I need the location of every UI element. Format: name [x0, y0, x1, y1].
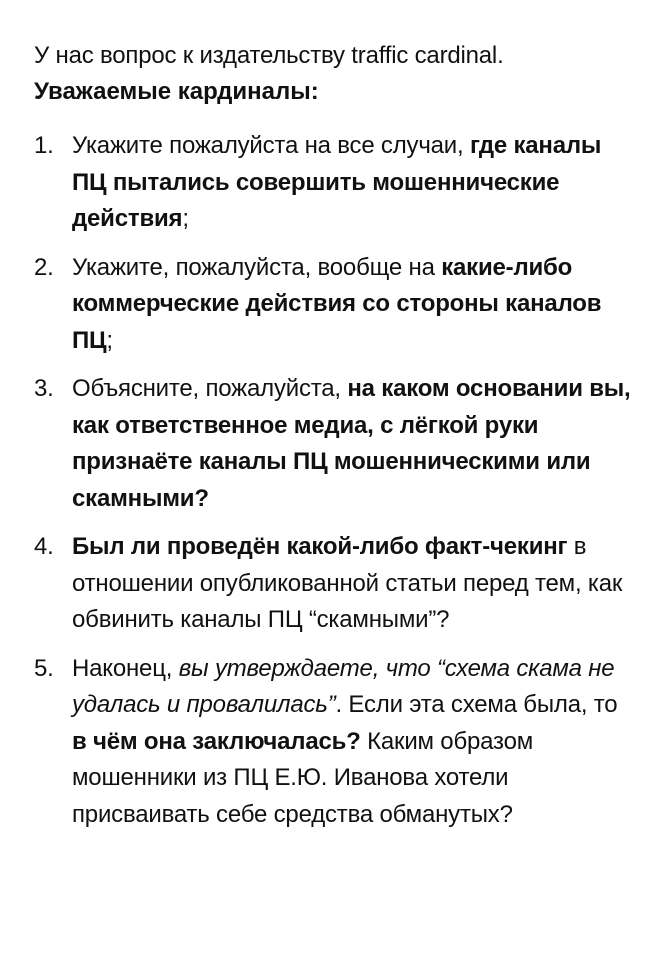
question-item-2: [34, 250, 634, 360]
question-item-3: [34, 371, 634, 517]
question-text: ;: [182, 205, 189, 232]
question-text: Каким образом мошенники из ПЦ Е.Ю. Иванова хотели присваивать себе средства обманутых?: [72, 727, 534, 828]
question-item-5: [34, 651, 634, 834]
question-text: . Если эта схема была, то: [335, 691, 618, 718]
question-emphasis: какие-либо коммерческие действия со стороны каналов ПЦ: [72, 253, 602, 354]
question-item-4: [34, 529, 634, 639]
question-number: 2.: [34, 253, 54, 281]
question-text: в отношении опубликованной статьи перед тем, как обвинить каналы ПЦ “скамными”?: [72, 533, 623, 633]
question-text: Наконец,: [72, 654, 179, 682]
question-text: Укажите пожалуйста на все случаи,: [72, 132, 470, 159]
question-number: 5.: [34, 654, 54, 682]
intro-text: У нас вопрос к издательству traffic cardinal.: [34, 42, 504, 69]
letter-body: [34, 38, 634, 845]
question-text: Укажите, пожалуйста, вообще на: [72, 253, 442, 281]
question-emphasis: где каналы ПЦ пытались совершить мошеннические действия: [72, 132, 602, 232]
question-quote: вы утверждаете, что “схема скама не удалась и провалилась”: [72, 654, 615, 718]
greeting-heading: Уважаемые кардиналы:: [34, 78, 319, 105]
question-number: 1.: [34, 132, 54, 159]
question-text: Объясните, пожалуйста,: [72, 375, 348, 402]
question-text: ;: [106, 326, 113, 354]
question-item-1: [34, 128, 634, 238]
question-emphasis: Был ли проведён какой-либо факт-чекинг: [72, 533, 568, 560]
question-emphasis: на каком основании вы, как ответственное медиа, с лёгкой руки признаёте каналы ПЦ мошенническими или скамными?: [72, 375, 631, 512]
question-emphasis: в чём она заключалась?: [72, 727, 361, 755]
question-number: 4.: [34, 533, 54, 560]
questions-list: [34, 128, 634, 833]
question-number: 3.: [34, 375, 54, 402]
